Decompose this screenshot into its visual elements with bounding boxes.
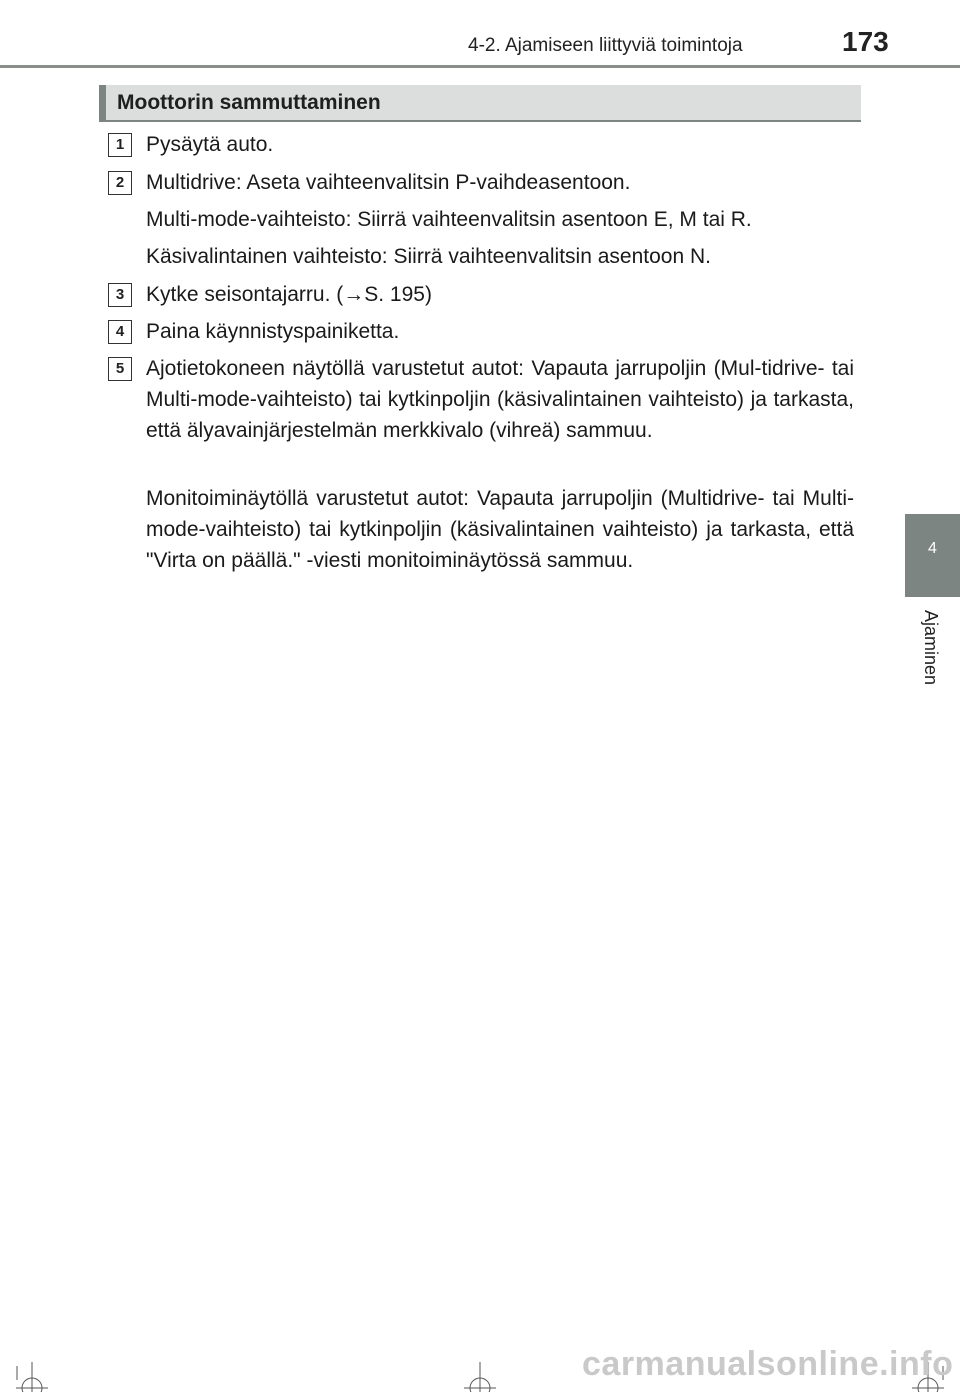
step-number-badge: 1 — [108, 133, 132, 157]
watermark: carmanualsonline.info — [582, 1345, 954, 1383]
step-number-badge: 2 — [108, 171, 132, 195]
side-label-text: Ajaminen — [921, 610, 941, 686]
header-chapter-title: 4-2. Ajamiseen liittyviä toimintoja — [468, 35, 743, 56]
section-heading — [99, 85, 861, 122]
section-title: Moottorin sammuttaminen — [117, 91, 381, 114]
chapter-side-label — [921, 610, 941, 700]
step-number-badge: 3 — [108, 283, 132, 307]
step-text: Kytke seisontajarru. (→S. 195) — [146, 283, 432, 306]
step-text: Multi-mode-vaihteisto: Siirrä vaihteenvalitsin asentoon E, M tai R. — [146, 208, 752, 231]
step-text: Paina käynnistyspainiketta. — [146, 320, 400, 343]
step-text: Multidrive: Aseta vaihteenvalitsin P-vaihdeasentoon. — [146, 171, 631, 194]
registration-mark — [460, 1362, 500, 1392]
step-paragraph: Ajotietokoneen näytöllä varustetut autot: Vapauta jarrupoljin (Mul-tidrive- tai Multi-mode-vaihteisto) tai kytkinpoljin (käsivalintainen vaihteisto) ja tarkasta, että älyavainjärjestelmän merkkivalo (vihreä) sammuu. — [146, 357, 854, 442]
step-paragraph: Monitoiminäytöllä varustetut autot: Vapauta jarrupoljin (Multidrive- tai Multi-mode-vaihteisto) tai kytkinpoljin (käsivalintainen vaihteisto) ja tarkasta, että "Virta on päällä." -viesti monitoiminäytössä sammuu. — [146, 487, 854, 572]
step-number-badge: 4 — [108, 320, 132, 344]
step-number-badge: 5 — [108, 357, 132, 381]
step-text: Käsivalintainen vaihteisto: Siirrä vaihteenvalitsin asentoon N. — [146, 245, 711, 268]
page-number: 173 — [842, 26, 889, 57]
header-rule — [0, 65, 960, 68]
step-text: Pysäytä auto. — [146, 133, 274, 156]
side-tab-number: 4 — [928, 540, 937, 557]
chapter-side-tab — [905, 514, 960, 597]
registration-mark — [12, 1362, 52, 1392]
